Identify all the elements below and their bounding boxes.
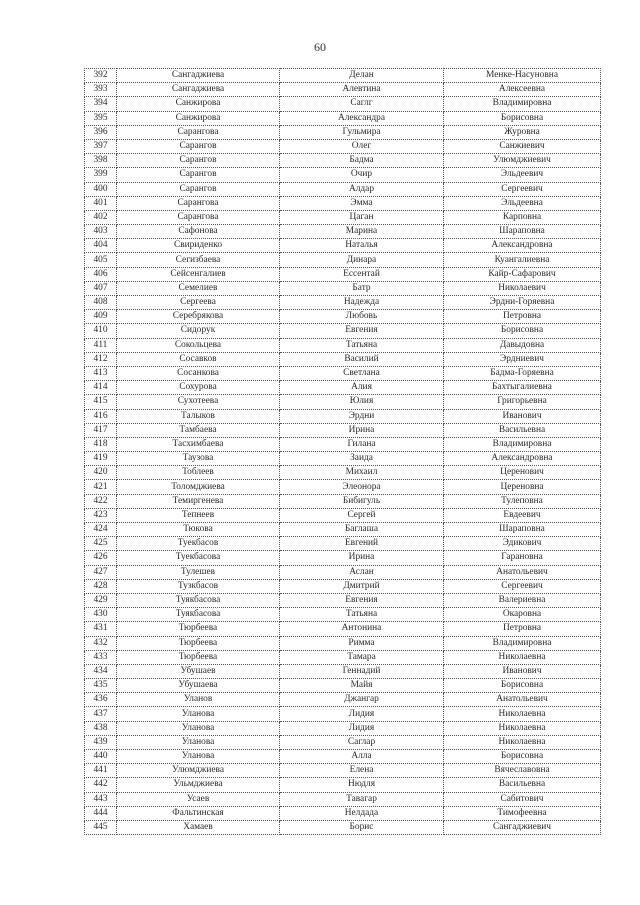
table-row (85, 551, 601, 565)
patronymic-cell: Шараповна (444, 523, 601, 537)
last-name-cell: Сарангов (117, 154, 280, 168)
first-name-cell: Алла (280, 750, 444, 764)
row-number-cell: 393 (85, 83, 117, 97)
patronymic-cell: Кайр-Сафарович (444, 267, 601, 281)
table-row (85, 69, 601, 83)
row-number-cell: 438 (85, 721, 117, 735)
row-number-cell: 406 (85, 267, 117, 281)
patronymic-cell: Иванович (444, 409, 601, 423)
first-name-cell: Римма (280, 636, 444, 650)
table-row (85, 679, 601, 693)
patronymic-cell: Санжиевич (444, 139, 601, 153)
first-name-cell: Любовь (280, 310, 444, 324)
row-number-cell: 431 (85, 622, 117, 636)
row-number-cell: 426 (85, 551, 117, 565)
table-row (85, 593, 601, 607)
row-number-cell: 414 (85, 381, 117, 395)
last-name-cell: Туякбасова (117, 593, 280, 607)
first-name-cell: Алия (280, 381, 444, 395)
patronymic-cell: Гарановна (444, 551, 601, 565)
last-name-cell: Толомджиева (117, 480, 280, 494)
table-row (85, 735, 601, 749)
table-row (85, 182, 601, 196)
first-name-cell: Дмитрий (280, 579, 444, 593)
first-name-cell: Саглг (280, 97, 444, 111)
first-name-cell: Батр (280, 281, 444, 295)
name-roster-table (84, 68, 601, 835)
row-number-cell: 392 (85, 69, 117, 83)
last-name-cell: Уланова (117, 721, 280, 735)
row-number-cell: 433 (85, 650, 117, 664)
last-name-cell: Сокольцева (117, 338, 280, 352)
first-name-cell: Ирина (280, 551, 444, 565)
last-name-cell: Убушаева (117, 679, 280, 693)
patronymic-cell: Григорьевна (444, 395, 601, 409)
first-name-cell: Тамара (280, 650, 444, 664)
table-row (85, 395, 601, 409)
first-name-cell: Алдар (280, 182, 444, 196)
last-name-cell: Сафонова (117, 225, 280, 239)
last-name-cell: Свириденко (117, 239, 280, 253)
first-name-cell: Евгений (280, 537, 444, 551)
row-number-cell: 430 (85, 608, 117, 622)
row-number-cell: 407 (85, 281, 117, 295)
patronymic-cell: Эрдниевич (444, 352, 601, 366)
last-name-cell: Тулешев (117, 565, 280, 579)
patronymic-cell: Анатольевич (444, 565, 601, 579)
table-row (85, 154, 601, 168)
table-row (85, 267, 601, 281)
last-name-cell: Сангаджиева (117, 83, 280, 97)
patronymic-cell: Эльдеевна (444, 196, 601, 210)
last-name-cell: Санжирова (117, 97, 280, 111)
last-name-cell: Сосавков (117, 352, 280, 366)
patronymic-cell: Сергеевич (444, 579, 601, 593)
first-name-cell: Тавагар (280, 792, 444, 806)
patronymic-cell: Владимировна (444, 636, 601, 650)
patronymic-cell: Тимофеевна (444, 806, 601, 820)
last-name-cell: Сергеева (117, 296, 280, 310)
last-name-cell: Ульмджиева (117, 778, 280, 792)
first-name-cell: Евгения (280, 593, 444, 607)
last-name-cell: Уланов (117, 693, 280, 707)
patronymic-cell: Окаровна (444, 608, 601, 622)
last-name-cell: Тепнеев (117, 508, 280, 522)
page-number: 60 (314, 40, 326, 54)
first-name-cell: Антонина (280, 622, 444, 636)
row-number-cell: 442 (85, 778, 117, 792)
patronymic-cell: Борисовна (444, 111, 601, 125)
patronymic-cell: Вячеславовна (444, 764, 601, 778)
patronymic-cell: Журовна (444, 125, 601, 139)
row-number-cell: 427 (85, 565, 117, 579)
first-name-cell: Элеонора (280, 480, 444, 494)
table-row (85, 792, 601, 806)
row-number-cell: 396 (85, 125, 117, 139)
row-number-cell: 405 (85, 253, 117, 267)
patronymic-cell: Карповна (444, 210, 601, 224)
row-number-cell: 422 (85, 494, 117, 508)
patronymic-cell: Сабитович (444, 792, 601, 806)
table-row (85, 750, 601, 764)
patronymic-cell: Эрдни-Горяевна (444, 296, 601, 310)
first-name-cell: Гульмира (280, 125, 444, 139)
patronymic-cell: Валериевна (444, 593, 601, 607)
patronymic-cell: Улюмджиевич (444, 154, 601, 168)
table-row (85, 806, 601, 820)
table-row (85, 480, 601, 494)
last-name-cell: Сарангов (117, 168, 280, 182)
row-number-cell: 425 (85, 537, 117, 551)
row-number-cell: 413 (85, 366, 117, 380)
first-name-cell: Делан (280, 69, 444, 83)
row-number-cell: 410 (85, 324, 117, 338)
last-name-cell: Убушаев (117, 664, 280, 678)
table-row (85, 664, 601, 678)
last-name-cell: Тоблеев (117, 466, 280, 480)
last-name-cell: Тасхимбаева (117, 437, 280, 451)
last-name-cell: Усаев (117, 792, 280, 806)
table-row (85, 111, 601, 125)
last-name-cell: Тузкбасов (117, 579, 280, 593)
first-name-cell: Джангар (280, 693, 444, 707)
last-name-cell: Сегизбаева (117, 253, 280, 267)
row-number-cell: 403 (85, 225, 117, 239)
row-number-cell: 441 (85, 764, 117, 778)
first-name-cell: Динара (280, 253, 444, 267)
table-row (85, 636, 601, 650)
row-number-cell: 424 (85, 523, 117, 537)
first-name-cell: Цаган (280, 210, 444, 224)
first-name-cell: Ирина (280, 423, 444, 437)
patronymic-cell: Менке-Насуновна (444, 69, 601, 83)
last-name-cell: Талыков (117, 409, 280, 423)
last-name-cell: Туякбасова (117, 608, 280, 622)
row-number-cell: 445 (85, 820, 117, 834)
last-name-cell: Сейсенгалиев (117, 267, 280, 281)
table-row (85, 168, 601, 182)
last-name-cell: Тамбаева (117, 423, 280, 437)
row-number-cell: 440 (85, 750, 117, 764)
row-number-cell: 395 (85, 111, 117, 125)
row-number-cell: 420 (85, 466, 117, 480)
row-number-cell: 418 (85, 437, 117, 451)
last-name-cell: Таузова (117, 452, 280, 466)
patronymic-cell: Борисовна (444, 324, 601, 338)
table-row (85, 494, 601, 508)
patronymic-cell: Николаевна (444, 650, 601, 664)
first-name-cell: Елена (280, 764, 444, 778)
last-name-cell: Тюкова (117, 523, 280, 537)
last-name-cell: Сарангов (117, 139, 280, 153)
row-number-cell: 428 (85, 579, 117, 593)
first-name-cell: Саглар (280, 735, 444, 749)
row-number-cell: 399 (85, 168, 117, 182)
patronymic-cell: Васильевна (444, 423, 601, 437)
row-number-cell: 432 (85, 636, 117, 650)
table-row (85, 239, 601, 253)
last-name-cell: Сарангова (117, 125, 280, 139)
patronymic-cell: Петровна (444, 310, 601, 324)
table-row (85, 97, 601, 111)
patronymic-cell: Иванович (444, 664, 601, 678)
patronymic-cell: Александровна (444, 239, 601, 253)
table-row (85, 196, 601, 210)
first-name-cell: Александра (280, 111, 444, 125)
row-number-cell: 408 (85, 296, 117, 310)
first-name-cell: Юлия (280, 395, 444, 409)
first-name-cell: Михаил (280, 466, 444, 480)
table-row (85, 523, 601, 537)
patronymic-cell: Борисовна (444, 750, 601, 764)
table-row (85, 693, 601, 707)
last-name-cell: Туекбасова (117, 551, 280, 565)
first-name-cell: Заида (280, 452, 444, 466)
last-name-cell: Сангаджиева (117, 69, 280, 83)
patronymic-cell: Васильевна (444, 778, 601, 792)
last-name-cell: Санжирова (117, 111, 280, 125)
row-number-cell: 437 (85, 707, 117, 721)
table-row (85, 622, 601, 636)
table-row (85, 565, 601, 579)
patronymic-cell: Шараповна (444, 225, 601, 239)
patronymic-cell: Владимировна (444, 437, 601, 451)
row-number-cell: 434 (85, 664, 117, 678)
table-row (85, 423, 601, 437)
last-name-cell: Сухотеева (117, 395, 280, 409)
table-row (85, 437, 601, 451)
table-row (85, 721, 601, 735)
last-name-cell: Уланова (117, 707, 280, 721)
row-number-cell: 435 (85, 679, 117, 693)
last-name-cell: Уланова (117, 735, 280, 749)
last-name-cell: Семелиев (117, 281, 280, 295)
table-row (85, 508, 601, 522)
table-row (85, 778, 601, 792)
first-name-cell: Майя (280, 679, 444, 693)
row-number-cell: 409 (85, 310, 117, 324)
last-name-cell: Серебрякова (117, 310, 280, 324)
patronymic-cell: Владимировна (444, 97, 601, 111)
row-number-cell: 404 (85, 239, 117, 253)
patronymic-cell: Церенович (444, 466, 601, 480)
patronymic-cell: Сергеевич (444, 182, 601, 196)
row-number-cell: 417 (85, 423, 117, 437)
row-number-cell: 394 (85, 97, 117, 111)
last-name-cell: Улюмджиева (117, 764, 280, 778)
patronymic-cell: Эльдеевич (444, 168, 601, 182)
last-name-cell: Тюрбеева (117, 650, 280, 664)
row-number-cell: 416 (85, 409, 117, 423)
patronymic-cell: Евдеевич (444, 508, 601, 522)
row-number-cell: 400 (85, 182, 117, 196)
table-row (85, 296, 601, 310)
patronymic-cell: Николаевич (444, 281, 601, 295)
first-name-cell: Нелдада (280, 806, 444, 820)
row-number-cell: 444 (85, 806, 117, 820)
last-name-cell: Тюрбеева (117, 636, 280, 650)
patronymic-cell: Алексеевна (444, 83, 601, 97)
last-name-cell: Хамаев (117, 820, 280, 834)
patronymic-cell: Николаевна (444, 735, 601, 749)
patronymic-cell: Тулеповна (444, 494, 601, 508)
table-row (85, 381, 601, 395)
table-row (85, 253, 601, 267)
table-row (85, 139, 601, 153)
first-name-cell: Олег (280, 139, 444, 153)
first-name-cell: Татьяна (280, 608, 444, 622)
table-row (85, 338, 601, 352)
table-row (85, 650, 601, 664)
table-row (85, 579, 601, 593)
first-name-cell: Василий (280, 352, 444, 366)
first-name-cell: Наталья (280, 239, 444, 253)
row-number-cell: 421 (85, 480, 117, 494)
table-row (85, 352, 601, 366)
first-name-cell: Геннадий (280, 664, 444, 678)
row-number-cell: 412 (85, 352, 117, 366)
first-name-cell: Эрдни (280, 409, 444, 423)
patronymic-cell: Николаевна (444, 707, 601, 721)
table-row (85, 409, 601, 423)
first-name-cell: Аслан (280, 565, 444, 579)
first-name-cell: Эмма (280, 196, 444, 210)
last-name-cell: Темиргенева (117, 494, 280, 508)
first-name-cell: Гилана (280, 437, 444, 451)
first-name-cell: Светлана (280, 366, 444, 380)
row-number-cell: 439 (85, 735, 117, 749)
row-number-cell: 397 (85, 139, 117, 153)
row-number-cell: 411 (85, 338, 117, 352)
last-name-cell: Сидорук (117, 324, 280, 338)
first-name-cell: Надежда (280, 296, 444, 310)
table-row (85, 366, 601, 380)
first-name-cell: Сергей (280, 508, 444, 522)
first-name-cell: Марина (280, 225, 444, 239)
patronymic-cell: Бахтыгалиевна (444, 381, 601, 395)
table-row (85, 281, 601, 295)
table-row (85, 83, 601, 97)
row-number-cell: 443 (85, 792, 117, 806)
first-name-cell: Татьяна (280, 338, 444, 352)
table-row (85, 225, 601, 239)
last-name-cell: Сарангова (117, 210, 280, 224)
first-name-cell: Лидия (280, 721, 444, 735)
patronymic-cell: Цереновна (444, 480, 601, 494)
last-name-cell: Сарангов (117, 182, 280, 196)
table-row (85, 210, 601, 224)
row-number-cell: 419 (85, 452, 117, 466)
row-number-cell: 436 (85, 693, 117, 707)
row-number-cell: 402 (85, 210, 117, 224)
first-name-cell: Очир (280, 168, 444, 182)
table-row (85, 466, 601, 480)
first-name-cell: Нюдля (280, 778, 444, 792)
roster-body (85, 69, 601, 835)
patronymic-cell: Александровна (444, 452, 601, 466)
row-number-cell: 423 (85, 508, 117, 522)
table-row (85, 324, 601, 338)
patronymic-cell: Бадма-Горяевна (444, 366, 601, 380)
patronymic-cell: Куангалиевна (444, 253, 601, 267)
last-name-cell: Сосанкова (117, 366, 280, 380)
first-name-cell: Бадма (280, 154, 444, 168)
last-name-cell: Фальтинская (117, 806, 280, 820)
row-number-cell: 415 (85, 395, 117, 409)
table-row (85, 764, 601, 778)
first-name-cell: Алевтина (280, 83, 444, 97)
last-name-cell: Сарангова (117, 196, 280, 210)
table-row (85, 310, 601, 324)
last-name-cell: Уланова (117, 750, 280, 764)
table-row (85, 537, 601, 551)
patronymic-cell: Сангаджиевич (444, 820, 601, 834)
first-name-cell: Бибигуль (280, 494, 444, 508)
table-row (85, 707, 601, 721)
patronymic-cell: Давыдовна (444, 338, 601, 352)
table-row (85, 820, 601, 834)
row-number-cell: 429 (85, 593, 117, 607)
table-row (85, 125, 601, 139)
table-row (85, 608, 601, 622)
patronymic-cell: Анатольевич (444, 693, 601, 707)
first-name-cell: Баглаша (280, 523, 444, 537)
first-name-cell: Борис (280, 820, 444, 834)
row-number-cell: 401 (85, 196, 117, 210)
patronymic-cell: Николаевна (444, 721, 601, 735)
patronymic-cell: Эдикович (444, 537, 601, 551)
patronymic-cell: Петровна (444, 622, 601, 636)
first-name-cell: Лидия (280, 707, 444, 721)
first-name-cell: Евгения (280, 324, 444, 338)
last-name-cell: Туекбасов (117, 537, 280, 551)
patronymic-cell: Борисовна (444, 679, 601, 693)
last-name-cell: Сохурова (117, 381, 280, 395)
table-row (85, 452, 601, 466)
first-name-cell: Ессентай (280, 267, 444, 281)
row-number-cell: 398 (85, 154, 117, 168)
last-name-cell: Тюрбеева (117, 622, 280, 636)
